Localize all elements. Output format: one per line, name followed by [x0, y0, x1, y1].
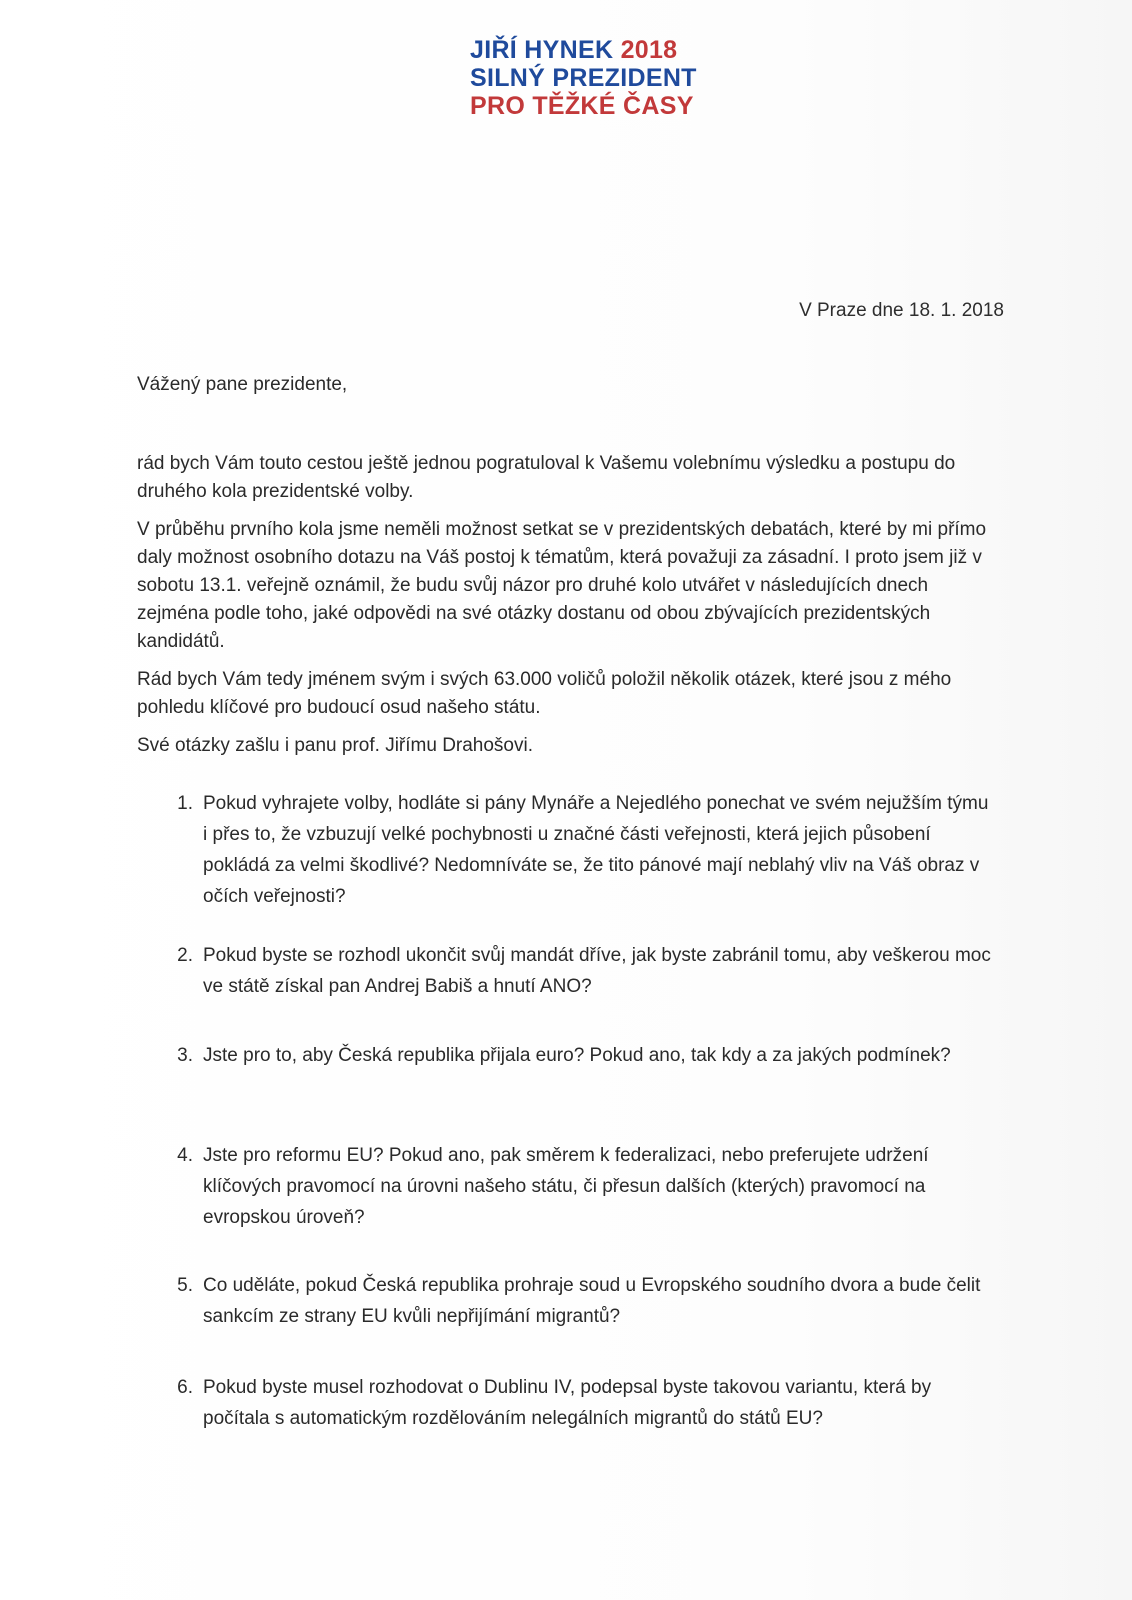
- question-text: Pokud vyhrajete volby, hodláte si pány Mynáře a Nejedlého ponechat ve svém nejužším týmu i přes to, že vzbuzují velké pochybnosti u značné části veřejnosti, která jejich působení pokládá za velmi škodlivé? Nedomníváte se, že tito pánové mají neblahý vliv na Váš obraz v očích veřejnosti?: [203, 793, 989, 907]
- letter-date: V Praze dne 18. 1. 2018: [799, 300, 1004, 321]
- question-item: [137, 1372, 997, 1434]
- campaign-logo: [470, 36, 697, 120]
- question-item: [137, 1040, 997, 1071]
- logo-line-2: SILNÝ PREZIDENT: [470, 64, 697, 92]
- question-text: Pokud byste se rozhodl ukončit svůj mandát dříve, jak byste zabránil tomu, aby veškerou moc ve státě získal pan Andrej Babiš a hnutí ANO?: [203, 945, 991, 997]
- logo-line-1: [470, 36, 697, 64]
- question-text: Jste pro to, aby Česká republika přijala euro? Pokud ano, tak kdy a za jakých podmínek?: [203, 1045, 951, 1066]
- paragraph: rád bych Vám touto cestou ještě jednou pogratuloval k Vašemu volebnímu výsledku a postupu do druhého kola prezidentské volby.: [137, 453, 956, 502]
- question-number: 6.: [177, 1377, 193, 1398]
- question-number: 4.: [177, 1145, 193, 1166]
- letter-body: [137, 450, 997, 770]
- question-item: [137, 940, 997, 1002]
- logo-line-3: PRO TĚŽKÉ ČASY: [470, 92, 694, 120]
- question-text: Co uděláte, pokud Česká republika prohraje soud u Evropského soudního dvora a bude čelit sankcím ze strany EU kvůli nepřijímání migrantů?: [203, 1275, 981, 1327]
- question-item: [137, 1140, 997, 1233]
- question-item: [137, 1270, 997, 1332]
- question-number: 2.: [177, 945, 193, 966]
- logo-name: JIŘÍ HYNEK: [470, 36, 614, 64]
- paragraph: Rád bych Vám tedy jménem svým i svých 63.000 voličů položil několik otázek, které jsou z mého pohledu klíčové pro budoucí osud našeho státu.: [137, 669, 952, 718]
- question-number: 3.: [177, 1045, 193, 1066]
- paragraph: Své otázky zašlu i panu prof. Jiřímu Drahošovi.: [137, 735, 534, 756]
- question-number: 1.: [177, 793, 193, 814]
- question-item: [137, 788, 997, 912]
- question-text: Pokud byste musel rozhodovat o Dublinu IV, podepsal byste takovou variantu, která by počítala s automatickým rozdělováním nelegálních migrantů do států EU?: [203, 1377, 932, 1429]
- question-text: Jste pro reformu EU? Pokud ano, pak směrem k federalizaci, nebo preferujete udržení klíčových pravomocí na úrovni našeho státu, či přesun dalších (kterých) pravomocí na evropskou úroveň?: [203, 1145, 929, 1228]
- logo-year: 2018: [620, 36, 678, 64]
- paragraph: V průběhu prvního kola jsme neměli možnost setkat se v prezidentských debatách, které by mi přímo daly možnost osobního dotazu na Váš postoj k tématům, která považuji za zásadní. I proto jsem již v sobotu 13.1. veřejně oznámil, že budu svůj názor pro druhé kolo utvářet v následujících dnech zejména podle toho, jaké odpovědi na své otázky dostanu od obou zbývajících prezidentských kandidátů.: [137, 519, 987, 652]
- salutation: Vážený pane prezidente,: [137, 374, 348, 395]
- question-number: 5.: [177, 1275, 193, 1296]
